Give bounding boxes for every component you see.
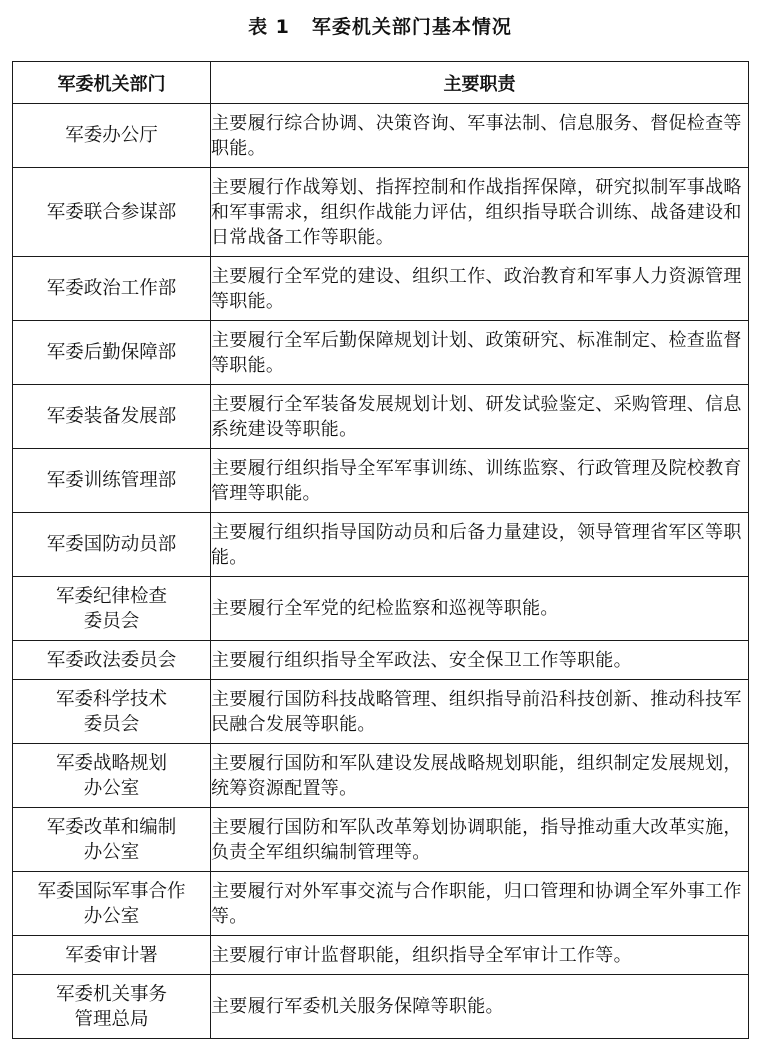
department-duty-cell: 主要履行对外军事交流与合作职能，归口管理和协调全军外事工作等。 [211,872,749,936]
department-name-cell: 军委机关事务 管理总局 [13,975,211,1039]
table-row [13,975,749,1039]
table-row [13,321,749,385]
table-body [13,104,749,1039]
department-name-cell: 军委科学技术 委员会 [13,680,211,744]
department-duty-cell: 主要履行综合协调、决策咨询、军事法制、信息服务、督促检查等职能。 [211,104,749,168]
table-row [13,449,749,513]
department-duty-cell: 主要履行审计监督职能，组织指导全军审计工作等。 [211,936,749,975]
table-header-row [13,62,749,104]
department-name-cell: 军委纪律检查 委员会 [13,577,211,641]
department-duty-cell: 主要履行作战筹划、指挥控制和作战指挥保障，研究拟制军事战略和军事需求，组织作战能力评估，组织指导联合训练、战备建设和日常战备工作等职能。 [211,168,749,257]
table-row [13,808,749,872]
department-duty-cell: 主要履行全军党的建设、组织工作、政治教育和军事人力资源管理等职能。 [211,257,749,321]
department-duty-cell: 主要履行组织指导全军军事训练、训练监察、行政管理及院校教育管理等职能。 [211,449,749,513]
department-name-cell: 军委后勤保障部 [13,321,211,385]
table-row [13,577,749,641]
table-row [13,744,749,808]
department-duty-cell: 主要履行全军党的纪检监察和巡视等职能。 [211,577,749,641]
department-name-cell: 军委战略规划 办公室 [13,744,211,808]
department-name-cell: 军委训练管理部 [13,449,211,513]
department-duty-cell: 主要履行军委机关服务保障等职能。 [211,975,749,1039]
department-name-cell: 军委装备发展部 [13,385,211,449]
table-caption [0,12,760,39]
department-duty-cell: 主要履行组织指导国防动员和后备力量建设，领导管理省军区等职能。 [211,513,749,577]
department-name-cell: 军委政法委员会 [13,641,211,680]
department-duty-cell: 主要履行组织指导全军政法、安全保卫工作等职能。 [211,641,749,680]
table-row [13,872,749,936]
table-row [13,513,749,577]
department-name-cell: 军委改革和编制 办公室 [13,808,211,872]
table-row [13,257,749,321]
department-name-cell: 军委国防动员部 [13,513,211,577]
table-row [13,641,749,680]
department-name-cell: 军委国际军事合作 办公室 [13,872,211,936]
department-duty-cell: 主要履行国防和军队建设发展战略规划职能，组织制定发展规划，统筹资源配置等。 [211,744,749,808]
department-name-cell: 军委办公厅 [13,104,211,168]
table-number: 表 1 [248,16,290,38]
departments-table [12,61,749,1039]
department-name-cell: 军委政治工作部 [13,257,211,321]
department-duty-cell: 主要履行全军后勤保障规划计划、政策研究、标准制定、检查监督等职能。 [211,321,749,385]
table-row [13,168,749,257]
department-name-cell: 军委联合参谋部 [13,168,211,257]
header-duties: 主要职责 [211,62,749,104]
table-row [13,936,749,975]
department-duty-cell: 主要履行国防和军队改革筹划协调职能，指导推动重大改革实施，负责全军组织编制管理等。 [211,808,749,872]
department-duty-cell: 主要履行国防科技战略管理、组织指导前沿科技创新、推动科技军民融合发展等职能。 [211,680,749,744]
header-department: 军委机关部门 [13,62,211,104]
table-row [13,680,749,744]
table-row [13,385,749,449]
table-row [13,104,749,168]
table-title: 军委机关部门基本情况 [311,16,512,38]
department-name-cell: 军委审计署 [13,936,211,975]
department-duty-cell: 主要履行全军装备发展规划计划、研发试验鉴定、采购管理、信息系统建设等职能。 [211,385,749,449]
